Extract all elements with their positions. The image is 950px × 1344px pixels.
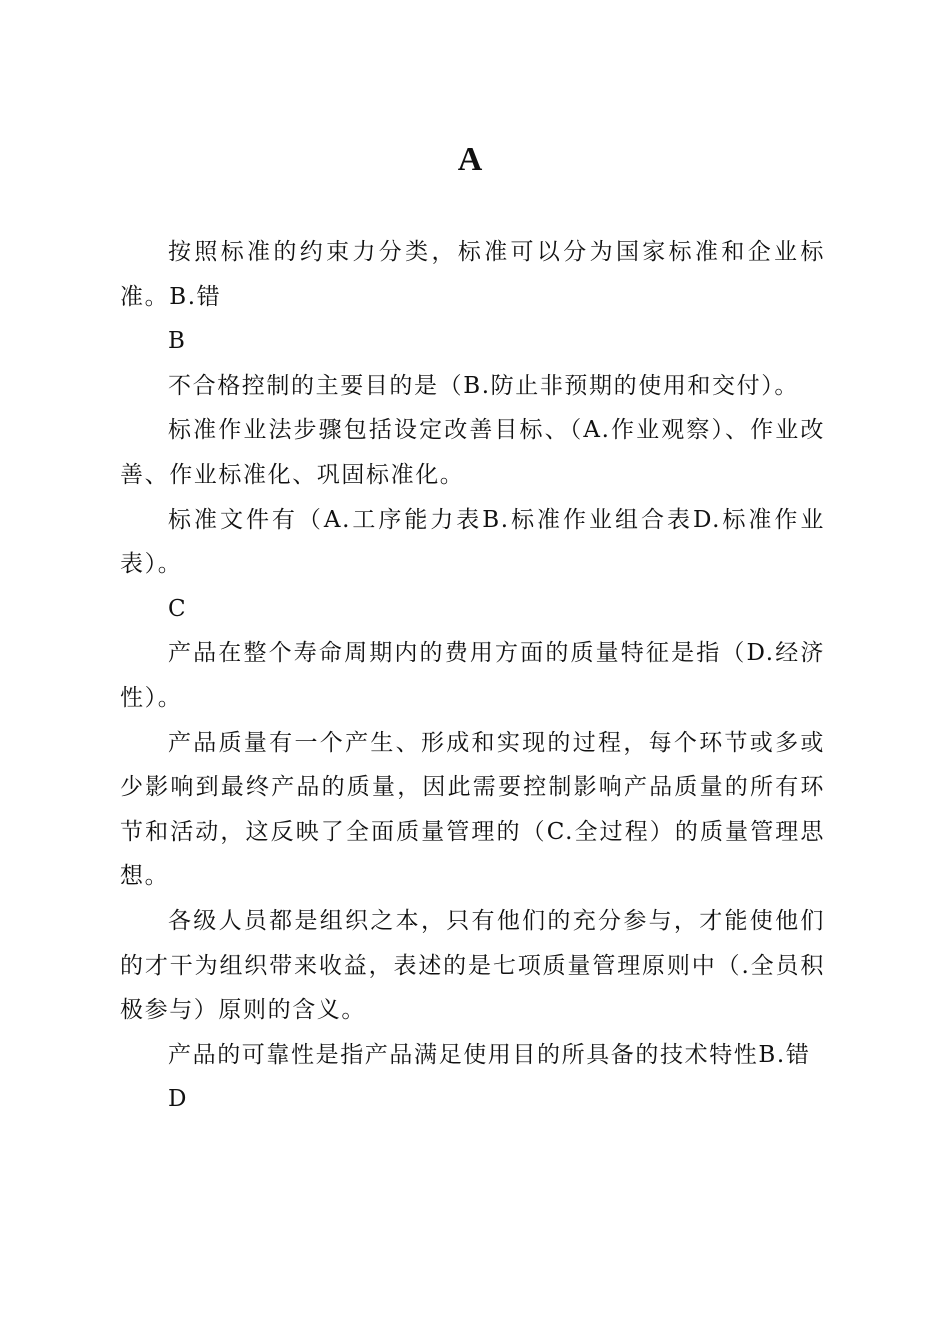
- question-paragraph: 产品在整个寿命周期内的费用方面的质量特征是指（D.经济性）。: [120, 640, 825, 711]
- question-paragraph: 按照标准的约束力分类，标准可以分为国家标准和企业标准。B.错: [120, 239, 825, 310]
- question-paragraph: 产品质量有一个产生、形成和实现的过程，每个环节或多或少影响到最终产品的质量，因此需要控制影响产品质量的所有环节和活动，这反映了全面质量管理的（C.全过程）的质量管理思想。: [120, 729, 825, 890]
- document-body: [120, 230, 825, 1122]
- question-paragraph: 标准文件有（A.工序能力表B.标准作业组合表D.标准作业表）。: [120, 506, 825, 578]
- question-paragraph: 产品的可靠性是指产品满足使用目的所具备的技术特性B.错: [168, 1041, 811, 1068]
- question-paragraph: 标准作业法步骤包括设定改善目标、（A.作业观察）、作业改善、作业标准化、巩固标准化。: [120, 417, 825, 488]
- question-paragraph: 各级人员都是组织之本，只有他们的充分参与，才能使他们的才干为组织带来收益，表述的是七项质量管理原则中（.全员积极参与）原则的含义。: [120, 907, 825, 1024]
- question-paragraph: 不合格控制的主要目的是（B.防止非预期的使用和交付）。: [168, 372, 799, 399]
- answer-letter: D: [168, 1086, 188, 1113]
- answer-letter: C: [168, 595, 187, 622]
- section-heading: A: [457, 141, 483, 178]
- answer-letter: B: [168, 328, 186, 355]
